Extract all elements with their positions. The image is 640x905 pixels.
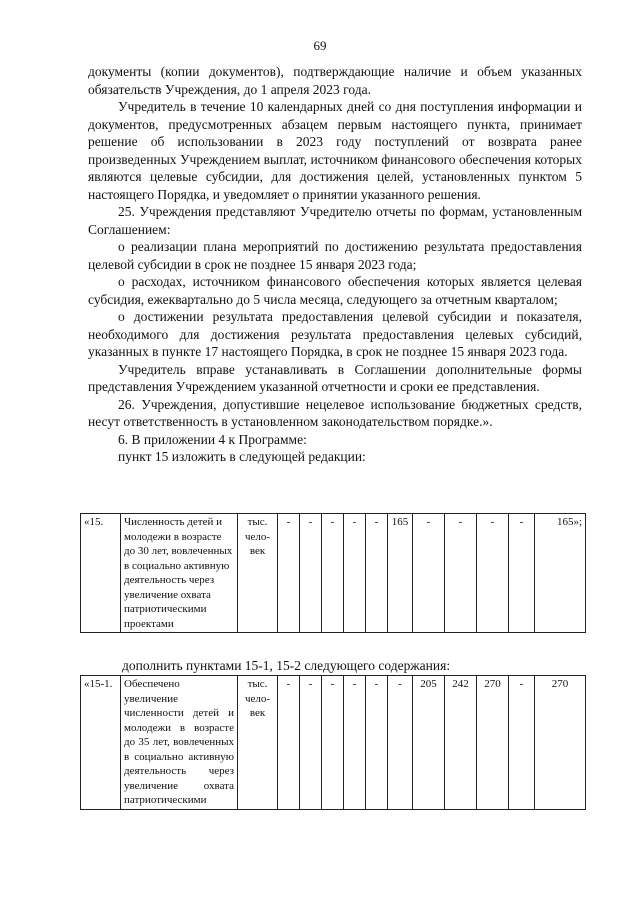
value-cell: 165 <box>388 514 413 633</box>
value-cell: - <box>366 676 388 810</box>
item-number: «15-1. <box>81 676 121 810</box>
paragraph: 6. В приложении 4 к Программе: <box>118 431 307 447</box>
value-cell: - <box>278 676 300 810</box>
value-cell: - <box>366 514 388 633</box>
paragraph: 25. Учреждения представляют Учредителю отчеты по формам, установленным Соглашением: <box>88 204 582 237</box>
value-cell: - <box>344 514 366 633</box>
indicator-name: Обеспечено увеличение численности детей и молодежи в возрасте до 35 лет, вовлеченных в социально активную деятельность через увеличение охвата патриотическими <box>121 676 238 810</box>
paragraph: документы (копии документов), подтверждающие наличие и объем указанных обязательств Учреждения, до 1 апреля 2023 года. <box>88 64 582 97</box>
table-row <box>81 514 586 633</box>
paragraph: о расходах, источником финансового обеспечения которых является целевая субсидия, ежеквартально до 5 числа месяца, следующего за отчетным кварталом; <box>88 274 582 307</box>
paragraph: Учредитель в течение 10 календарных дней со дня поступления информации и документов, предусмотренных абзацем первым настоящего пункта, принимает решение об использовании в 2023 году поступлений от возврата ранее произведенных Учреждением выплат, источником финансового обеспечения которых являются целевые субсидии, для достижения целей, установленных пунктом 5 настоящего Порядка, и уведомляет о принятии указанного решения. <box>88 99 582 202</box>
paragraph: о достижении результата предоставления целевой субсидии и показателя, необходимого для достижения результата предоставления целевых субсидий, указанных в пункте 17 настоящего Порядка, в срок не позднее 15 января 2023 года. <box>88 309 582 359</box>
value-cell: - <box>413 514 445 633</box>
value-cell: - <box>278 514 300 633</box>
paragraph: пункт 15 изложить в следующей редакции: <box>118 449 366 464</box>
indicator-name: Численность детей и молодежи в возрасте до 30 лет, вовлеченных в социально активную деятельность через увеличение охвата патриотическими проектами <box>121 514 238 633</box>
value-cell: 270 <box>535 676 586 810</box>
value-cell: - <box>509 514 535 633</box>
value-cell: - <box>300 676 322 810</box>
value-cell: 205 <box>413 676 445 810</box>
table-row <box>81 676 586 810</box>
value-cell: - <box>445 514 477 633</box>
program-table-item-15 <box>80 513 586 633</box>
value-cell: 270 <box>477 676 509 810</box>
paragraph: 26. Учреждения, допустившие нецелевое использование бюджетных средств, несут ответственность в установленном законодательством порядке.». <box>88 396 582 429</box>
amendment-line: дополнить пунктами 15-1, 15-2 следующего содержания: <box>122 658 451 673</box>
unit-cell: тыс. чело-век <box>238 676 278 810</box>
item-number: «15. <box>81 514 121 633</box>
value-cell: - <box>388 676 413 810</box>
page-number: 69 <box>313 38 327 53</box>
value-cell: - <box>477 514 509 633</box>
value-cell: - <box>322 676 344 810</box>
body-text <box>88 63 582 466</box>
value-cell: - <box>509 676 535 810</box>
value-cell: - <box>300 514 322 633</box>
value-cell: 165»; <box>535 514 586 633</box>
value-cell: - <box>322 514 344 633</box>
value-cell: 242 <box>445 676 477 810</box>
paragraph: Учредитель вправе устанавливать в Соглашении дополнительные формы представления Учреждением указанной отчетности и сроки ее представления. <box>88 361 582 394</box>
program-table-item-15-1 <box>80 675 586 810</box>
paragraph: о реализации плана мероприятий по достижению результата предоставления целевой субсидии в срок не позднее 15 января 2023 года; <box>88 239 582 272</box>
unit-cell: тыс. чело-век <box>238 514 278 633</box>
value-cell: - <box>344 676 366 810</box>
